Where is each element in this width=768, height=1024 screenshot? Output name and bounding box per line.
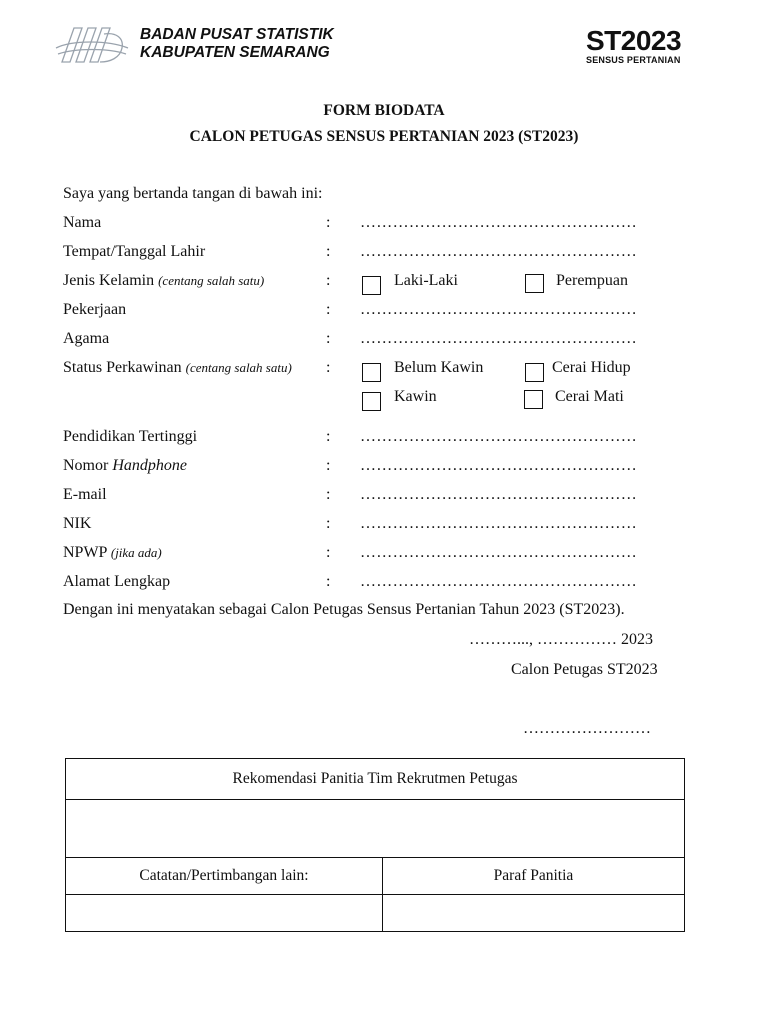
checkbox-cerai-hidup[interactable] <box>525 363 544 382</box>
field-label: Nama <box>63 214 102 231</box>
st2023-logo <box>586 25 682 65</box>
recommendation-body-cell[interactable] <box>66 800 685 858</box>
field-note: (jika ada) <box>110 545 162 560</box>
option-laki-laki: Laki-Laki <box>394 272 458 289</box>
field-label-italic: Handphone <box>112 457 187 474</box>
fill-line[interactable]: …………………………………………… <box>360 486 638 503</box>
fill-line[interactable]: …………………………………………… <box>360 428 638 445</box>
colon: : <box>326 515 331 532</box>
fill-line[interactable]: …………………………………………… <box>360 214 638 231</box>
signature-line[interactable]: …………………… <box>523 720 651 737</box>
notes-input-cell[interactable] <box>66 895 383 932</box>
option-cerai-hidup: Cerai Hidup <box>552 359 631 376</box>
form-subtitle: CALON PETUGAS SENSUS PERTANIAN 2023 (ST2023) <box>189 128 579 145</box>
checkbox-cerai-mati[interactable] <box>524 390 543 409</box>
intro-text: Saya yang bertanda tangan di bawah ini: <box>63 185 323 202</box>
field-label <box>63 544 162 562</box>
field-label: Pendidikan Tertinggi <box>63 428 198 445</box>
colon: : <box>326 243 331 260</box>
colon: : <box>326 573 331 590</box>
fill-line[interactable]: …………………………………………… <box>360 330 638 347</box>
option-belum-kawin: Belum Kawin <box>394 359 484 376</box>
org-line-1: BADAN PUSAT STATISTIK <box>140 26 334 43</box>
field-note: (centang salah satu) <box>185 360 292 375</box>
recommendation-table <box>65 758 685 932</box>
field-label <box>63 272 264 290</box>
field-label: E-mail <box>63 486 107 503</box>
field-label-text: Jenis Kelamin <box>63 272 155 289</box>
colon: : <box>326 272 331 289</box>
checkbox-laki-laki[interactable] <box>362 276 381 295</box>
option-kawin: Kawin <box>394 388 437 405</box>
colon: : <box>326 301 331 318</box>
colon: : <box>326 330 331 347</box>
colon: : <box>326 214 331 231</box>
colon: : <box>326 428 331 445</box>
field-label-text: Nomor <box>63 457 109 474</box>
initial-input-cell[interactable] <box>383 895 685 932</box>
fill-line[interactable]: …………………………………………… <box>360 515 638 532</box>
colon: : <box>326 486 331 503</box>
field-label-text: NPWP <box>63 544 107 561</box>
fill-line[interactable]: …………………………………………… <box>360 301 638 318</box>
initial-label-cell: Paraf Panitia <box>383 858 685 895</box>
field-label-text: Status Perkawinan <box>63 359 182 376</box>
field-label: Tempat/Tanggal Lahir <box>63 243 206 260</box>
field-label: NIK <box>63 515 92 532</box>
recommendation-header: Rekomendasi Panitia Tim Rekrutmen Petugas <box>66 759 685 800</box>
field-label <box>63 359 292 377</box>
fill-line[interactable]: …………………………………………… <box>360 457 638 474</box>
statement-text: Dengan ini menyatakan sebagai Calon Petugas Sensus Pertanian Tahun 2023 (ST2023). <box>63 601 625 618</box>
colon: : <box>326 359 331 376</box>
colon: : <box>326 544 331 561</box>
field-label: Alamat Lengkap <box>63 573 171 590</box>
option-cerai-mati: Cerai Mati <box>555 388 624 405</box>
field-label: Pekerjaan <box>63 301 127 318</box>
field-label: Agama <box>63 330 110 347</box>
st2023-subtitle: SENSUS PERTANIAN <box>586 55 681 65</box>
org-line-2: KABUPATEN SEMARANG <box>140 44 330 61</box>
fill-line[interactable]: …………………………………………… <box>360 243 638 260</box>
checkbox-perempuan[interactable] <box>525 274 544 293</box>
checkbox-belum-kawin[interactable] <box>362 363 381 382</box>
org-name <box>140 26 334 62</box>
notes-label-cell: Catatan/Pertimbangan lain: <box>66 858 383 895</box>
checkbox-kawin[interactable] <box>362 392 381 411</box>
field-label <box>63 457 187 475</box>
option-perempuan: Perempuan <box>556 272 628 289</box>
colon: : <box>326 457 331 474</box>
signature-title: Calon Petugas ST2023 <box>511 661 658 678</box>
date-line[interactable]: ………..., …………… 2023 <box>469 631 653 648</box>
bps-logo-icon <box>52 18 132 72</box>
fill-line[interactable]: …………………………………………… <box>360 544 638 561</box>
field-note: (centang salah satu) <box>158 273 265 288</box>
form-title: FORM BIODATA <box>323 102 445 119</box>
fill-line[interactable]: …………………………………………… <box>360 573 638 590</box>
st2023-mark: ST2023 <box>586 25 682 56</box>
